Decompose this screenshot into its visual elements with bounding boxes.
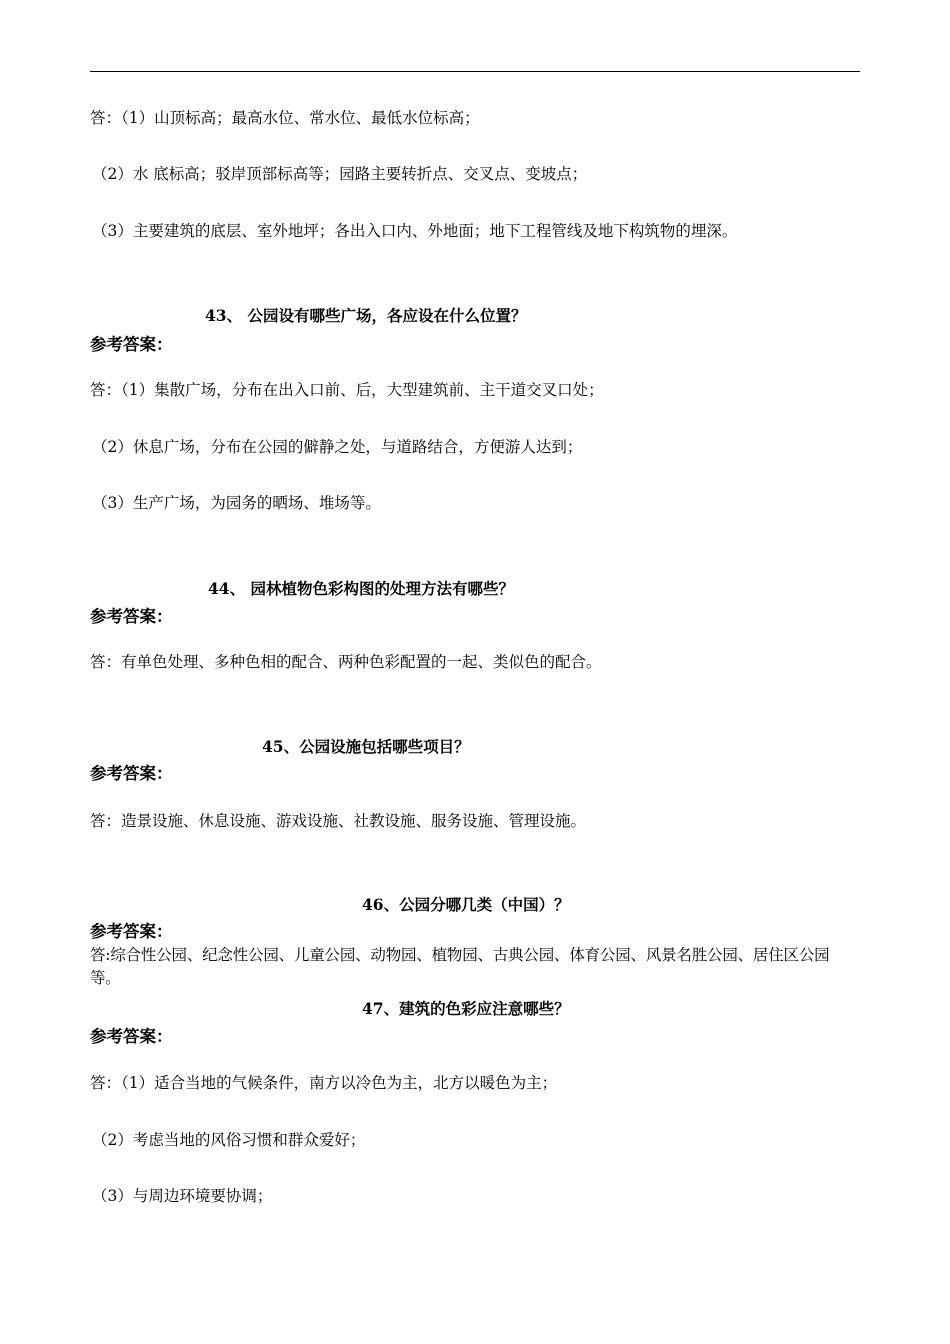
answer-line: 答：（1）山顶标高；最高水位、常水位、最低水位标高；: [90, 109, 480, 127]
answer-line: 答：造景设施、休息设施、游戏设施、社教设施、服务设施、管理设施。: [90, 812, 587, 830]
answer-paragraph: 答:综合性公园、纪念性公园、儿童公园、动物园、植物园、古典公园、体育公园、风景名胜公园、居住区公园等。: [90, 946, 830, 987]
reference-answer-label: 参考答案：: [90, 335, 173, 354]
answer-line: （3）主要建筑的底层、室外地坪；各出入口内、外地面；地下工程管线及地下构筑物的埋深。: [92, 222, 738, 240]
answer-line: （2）休息广场，分布在公园的僻静之处，与道路结合，方便游人达到；: [92, 438, 583, 456]
answer-line: 答：（1）集散广场，分布在出入口前、后，大型建筑前、主干道交叉口处；: [90, 381, 604, 399]
question-title: 47、建筑的色彩应注意哪些？: [362, 999, 570, 1018]
reference-answer-label: 参考答案：: [90, 922, 173, 941]
answer-line: 答：有单色处理、多种色相的配合、两种色彩配置的一起、类似色的配合。: [90, 653, 602, 671]
answer-line: （2）考虑当地的风俗习惯和群众爱好；: [92, 1131, 366, 1149]
answer-line: （2）水 底标高；驳岸顶部标高等；园路主要转折点、交叉点、变坡点；: [92, 165, 588, 183]
header-rule: [90, 71, 860, 72]
reference-answer-label: 参考答案：: [90, 607, 173, 626]
answer-line: （3）生产广场，为园务的晒场、堆场等。: [92, 494, 381, 512]
question-title: 45、公园设施包括哪些项目？: [262, 737, 470, 756]
question-title: 43、 公园设有哪些广场，各应设在什么位置？: [205, 306, 527, 325]
reference-answer-label: 参考答案：: [90, 1027, 173, 1046]
question-title: 44、 园林植物色彩构图的处理方法有哪些？: [208, 579, 514, 598]
answer-line: （3）与周边环境要协调；: [92, 1187, 273, 1205]
reference-answer-label: 参考答案：: [90, 764, 173, 783]
answer-line: 答：（1）适合当地的气候条件，南方以冷色为主，北方以暖色为主；: [90, 1074, 558, 1092]
question-title: 46、公园分哪几类（中国）？: [362, 895, 570, 914]
